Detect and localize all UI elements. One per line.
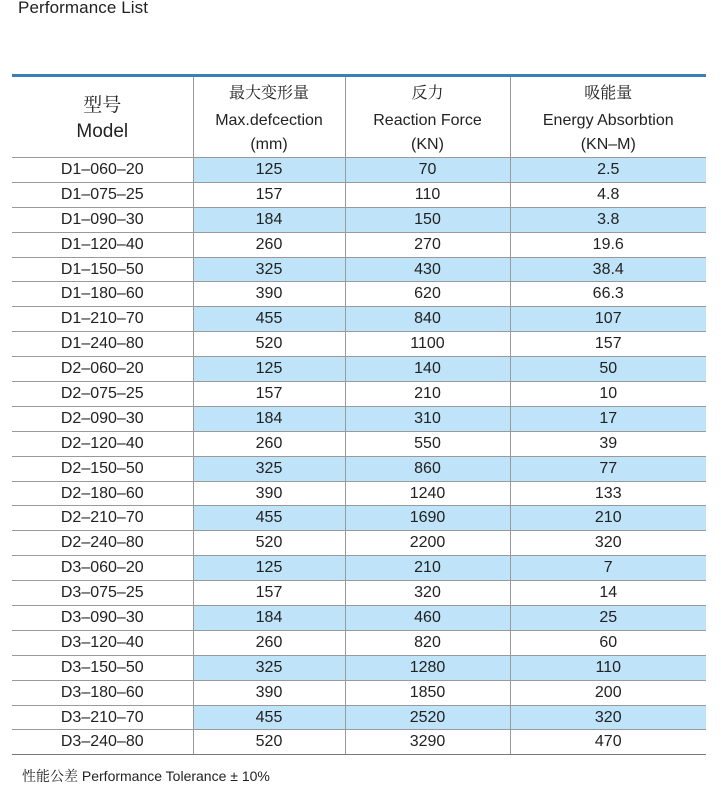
force-cell: 320: [345, 581, 510, 606]
model-cell: D1–075–25: [12, 182, 193, 207]
model-cell: D3–090–30: [12, 606, 193, 631]
deflection-cell: 325: [193, 456, 345, 481]
table-row: [12, 506, 706, 531]
model-cell: D3–060–20: [12, 556, 193, 581]
force-cell: 620: [345, 282, 510, 307]
force-cell: 2200: [345, 531, 510, 556]
energy-unit: (KN–M): [510, 133, 706, 158]
force-cell: 310: [345, 406, 510, 431]
energy-cell: 133: [510, 481, 706, 506]
table-row: [12, 630, 706, 655]
deflection-cell: 455: [193, 307, 345, 332]
table-row: [12, 382, 706, 407]
energy-cell: 66.3: [510, 282, 706, 307]
deflection-cell: 520: [193, 332, 345, 357]
performance-table: [12, 74, 706, 755]
deflection-cell: 390: [193, 282, 345, 307]
force-cell: 550: [345, 431, 510, 456]
table-row: [12, 332, 706, 357]
energy-cell: 110: [510, 655, 706, 680]
table-row: [12, 232, 706, 257]
force-cell: 110: [345, 182, 510, 207]
force-cell: 70: [345, 158, 510, 183]
model-cell: D3–075–25: [12, 581, 193, 606]
energy-cell: 17: [510, 406, 706, 431]
force-cell: 1100: [345, 332, 510, 357]
energy-header-zh: 吸能量: [510, 76, 706, 107]
model-cell: D2–180–60: [12, 481, 193, 506]
table-body: [12, 158, 706, 755]
deflection-cell: 157: [193, 182, 345, 207]
model-cell: D1–060–20: [12, 158, 193, 183]
deflection-cell: 260: [193, 630, 345, 655]
model-cell: D2–120–40: [12, 431, 193, 456]
deflection-cell: 260: [193, 232, 345, 257]
deflection-cell: 157: [193, 581, 345, 606]
energy-cell: 470: [510, 730, 706, 755]
force-cell: 460: [345, 606, 510, 631]
table-row: [12, 182, 706, 207]
deflection-header-en: Max.defcection: [215, 111, 323, 129]
force-header-zh: 反力: [345, 76, 510, 107]
table-row: [12, 680, 706, 705]
table-row: [12, 481, 706, 506]
energy-cell: 38.4: [510, 257, 706, 282]
model-cell: D2–150–50: [12, 456, 193, 481]
energy-cell: 2.5: [510, 158, 706, 183]
deflection-cell: 520: [193, 531, 345, 556]
model-cell: D3–150–50: [12, 655, 193, 680]
energy-cell: 39: [510, 431, 706, 456]
page-title: Performance List: [18, 0, 149, 17]
table-row: [12, 655, 706, 680]
deflection-cell: 325: [193, 257, 345, 282]
deflection-cell: 260: [193, 431, 345, 456]
energy-cell: 4.8: [510, 182, 706, 207]
force-cell: 820: [345, 630, 510, 655]
energy-cell: 320: [510, 531, 706, 556]
force-header-en: Reaction Force: [345, 106, 510, 133]
table-row: [12, 257, 706, 282]
deflection-cell: 125: [193, 357, 345, 382]
table-row: [12, 431, 706, 456]
model-cell: D2–060–20: [12, 357, 193, 382]
energy-cell: 7: [510, 556, 706, 581]
deflection-cell: 325: [193, 655, 345, 680]
model-cell: D1–240–80: [12, 332, 193, 357]
energy-cell: 157: [510, 332, 706, 357]
table-row: [12, 606, 706, 631]
force-cell: 1850: [345, 680, 510, 705]
model-cell: D1–210–70: [12, 307, 193, 332]
force-cell: 840: [345, 307, 510, 332]
deflection-cell: 125: [193, 158, 345, 183]
model-cell: D1–180–60: [12, 282, 193, 307]
model-cell: D2–090–30: [12, 406, 193, 431]
deflection-unit: (mm): [193, 133, 345, 158]
table-row: [12, 730, 706, 755]
table-row: [12, 282, 706, 307]
energy-cell: 320: [510, 705, 706, 730]
model-cell: D2–075–25: [12, 382, 193, 407]
deflection-cell: 520: [193, 730, 345, 755]
deflection-header-zh: 最大变形量: [193, 76, 345, 107]
model-cell: D3–180–60: [12, 680, 193, 705]
energy-cell: 200: [510, 680, 706, 705]
table-row: [12, 207, 706, 232]
force-cell: 150: [345, 207, 510, 232]
force-unit: (KN): [345, 133, 510, 158]
model-cell: D3–210–70: [12, 705, 193, 730]
tolerance-note: 性能公差 Performance Tolerance ± 10%: [22, 768, 270, 784]
table-row: [12, 531, 706, 556]
table-row: [12, 406, 706, 431]
table-row: [12, 456, 706, 481]
table-row: [12, 158, 706, 183]
deflection-cell: 184: [193, 606, 345, 631]
deflection-cell: 157: [193, 382, 345, 407]
table-row: [12, 581, 706, 606]
force-cell: 430: [345, 257, 510, 282]
force-cell: 1280: [345, 655, 510, 680]
force-cell: 140: [345, 357, 510, 382]
force-cell: 210: [345, 382, 510, 407]
model-header-en: Model: [76, 121, 129, 142]
energy-cell: 10: [510, 382, 706, 407]
deflection-cell: 455: [193, 705, 345, 730]
table-row: [12, 556, 706, 581]
energy-cell: 77: [510, 456, 706, 481]
model-cell: D3–240–80: [12, 730, 193, 755]
energy-header-en: Energy Absorbtion: [510, 106, 706, 133]
deflection-cell: 390: [193, 680, 345, 705]
force-cell: 1690: [345, 506, 510, 531]
model-cell: D2–210–70: [12, 506, 193, 531]
force-cell: 210: [345, 556, 510, 581]
deflection-cell: 184: [193, 207, 345, 232]
force-cell: 270: [345, 232, 510, 257]
deflection-cell: 125: [193, 556, 345, 581]
energy-cell: 50: [510, 357, 706, 382]
model-cell: D3–120–40: [12, 630, 193, 655]
energy-cell: 3.8: [510, 207, 706, 232]
table-header: [12, 76, 706, 158]
energy-cell: 210: [510, 506, 706, 531]
force-cell: 3290: [345, 730, 510, 755]
deflection-cell: 184: [193, 406, 345, 431]
table-row: [12, 307, 706, 332]
model-cell: D1–150–50: [12, 257, 193, 282]
deflection-cell: 455: [193, 506, 345, 531]
model-cell: D1–120–40: [12, 232, 193, 257]
energy-cell: 19.6: [510, 232, 706, 257]
energy-cell: 107: [510, 307, 706, 332]
energy-cell: 14: [510, 581, 706, 606]
model-column-header: [12, 76, 193, 158]
force-cell: 2520: [345, 705, 510, 730]
deflection-cell: 390: [193, 481, 345, 506]
table-row: [12, 705, 706, 730]
force-cell: 860: [345, 456, 510, 481]
table-row: [12, 357, 706, 382]
energy-cell: 25: [510, 606, 706, 631]
model-cell: D2–240–80: [12, 531, 193, 556]
energy-cell: 60: [510, 630, 706, 655]
model-header-zh: 型号: [83, 95, 122, 116]
force-cell: 1240: [345, 481, 510, 506]
model-cell: D1–090–30: [12, 207, 193, 232]
